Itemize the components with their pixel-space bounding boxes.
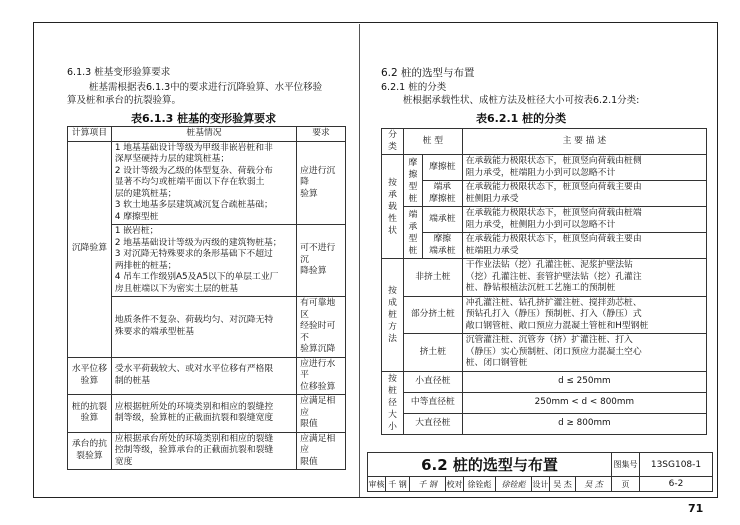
table-row <box>68 432 346 470</box>
cap-crack-cond <box>111 432 296 470</box>
cell-line: 沉管灌注桩、沉管夯（挤）扩灌注桩、打入 <box>465 335 633 345</box>
cap-crack-label <box>68 432 112 470</box>
sub-endbearing-label: 端承型桩 <box>403 207 422 259</box>
settlement-req-1 <box>297 141 346 225</box>
settlement-label: 沉降验算 <box>68 141 112 357</box>
left-intro-line2: 算及桩和承台的抗裂验算。 <box>67 95 182 106</box>
cell-line: 在承载能力极限状态下，桩顶竖向荷载主要由 <box>465 234 642 244</box>
group-bearing-label: 按承载性状 <box>382 155 404 259</box>
row9-desc: 250mm < d < 800mm <box>462 392 706 413</box>
cell-line: 可不进行沉 <box>300 243 336 265</box>
settlement-cond-2 <box>111 225 296 297</box>
header-description: 主 要 描 述 <box>462 129 706 155</box>
row7-desc <box>462 334 706 372</box>
page-number: 71 <box>688 502 704 515</box>
cell-line: 应满足相应 <box>300 396 336 418</box>
cell-line: 1 地基基础设计等级为甲级非嵌岩桩和非 <box>114 142 273 153</box>
left-intro-line1: 桩基需根据表6.1.3中的要求进行沉降验算、水平位移验 <box>89 82 323 93</box>
cell-line: 敞口钢管桩、敞口预应力混凝土管桩和H型钢桩 <box>465 320 649 331</box>
header-pile-condition: 桩基情况 <box>111 127 296 142</box>
sign-review-label: 审核 <box>368 477 386 492</box>
pile-crack-req <box>297 395 346 433</box>
row3-name: 端承桩 <box>422 207 462 233</box>
cell-line: 端承 <box>433 182 452 192</box>
cell-line: （静压）实心预制桩、闭口预应力混凝土空心 <box>465 346 642 357</box>
group-method-label: 按成桩方法 <box>382 259 404 372</box>
cell-line: 殊要求的端承型桩基 <box>114 326 195 337</box>
deformation-table <box>67 126 346 470</box>
row4-name <box>422 233 462 259</box>
cell-line: 宽度 <box>114 456 133 467</box>
settlement-cond-3 <box>111 297 296 358</box>
row5-desc <box>462 259 706 297</box>
cell-line: 两排桩的桩基； <box>114 260 177 271</box>
signature-reviewer: 千 钢 <box>410 477 446 492</box>
header-pile-type: 桩 型 <box>403 129 462 155</box>
row10-desc: d ≥ 800mm <box>462 413 706 434</box>
table-row <box>382 413 707 434</box>
left-section-heading: 6.1.3 桩基变形验算要求 <box>67 67 171 78</box>
table-row <box>382 334 707 372</box>
sign-check-label: 校对 <box>446 477 464 492</box>
header-requirement: 要求 <box>297 127 346 142</box>
table-row <box>382 207 707 233</box>
sub-friction-label: 摩擦型桩 <box>403 155 422 207</box>
row10-name: 大直径桩 <box>403 413 462 434</box>
cell-line: 显著不均匀或桩端平面以下存在软弱土 <box>114 177 265 187</box>
right-sub-heading: 6.2.1 桩的分类 <box>381 82 447 93</box>
table-row <box>382 296 707 334</box>
right-table-caption: 表6.2.1 桩的分类 <box>476 112 567 125</box>
cell-line: 3 对沉降无特殊要求的条形基础下不超过 <box>114 249 273 259</box>
cell-line: 摩擦桩 <box>429 193 456 204</box>
cell-line: 桩、静钻根植法沉桩工艺施工的预制桩 <box>465 283 616 293</box>
group-diameter-label: 按桩径大小 <box>382 371 404 434</box>
right-intro: 桩根据承载性状、成桩方法及桩径大小可按表6.2.1分类: <box>403 95 640 106</box>
cell-line: 验算 <box>300 188 318 199</box>
cell-line: 深厚坚硬持力层的建筑桩基； <box>114 154 230 164</box>
row8-desc: d ≤ 250mm <box>462 371 706 392</box>
cell-line: 3 软土地基多层建筑减沉复合疏桩基础； <box>114 200 273 210</box>
cell-line: 桩侧阻力承受 <box>465 193 519 204</box>
table-header-row <box>382 129 707 155</box>
cell-line: 2 设计等级为乙级的体型复杂、荷载分布 <box>114 165 273 176</box>
page-label: 页 <box>612 477 640 492</box>
cell-line: 预钻孔打入（静压）预制桩、打入（静压）式 <box>465 309 642 319</box>
cell-line: 制等级，验算桩的正截面抗裂和裂缝宽度 <box>114 413 274 424</box>
row9-name: 中等直径桩 <box>403 392 462 413</box>
sign-designer: 吴 杰 <box>550 477 576 492</box>
cell-line: 阻力承受，桩侧阻力小到可以忽略不计 <box>465 219 616 230</box>
cell-line: 限值 <box>300 456 318 467</box>
horizontal-cond <box>111 357 296 395</box>
cell-line: 4 摩擦型桩 <box>114 211 159 222</box>
title-block-title: 6.2 桩的选型与布置 <box>368 453 612 477</box>
atlas-number: 13SG108-1 <box>640 453 712 477</box>
cell-line: 控制等级，验算承台的正截面抗裂和裂缝 <box>114 445 274 455</box>
cell-line: 降验算 <box>300 266 327 277</box>
sign-reviewer: 千 钢 <box>386 477 410 492</box>
header-category: 分类 <box>382 129 404 155</box>
sign-design-label: 设计 <box>532 477 550 492</box>
cell-line: 层的建筑桩基； <box>114 188 177 199</box>
cell-line: 1 嵌岩桩； <box>114 226 159 236</box>
cell-line: 应根据承台所处的环境类别和相应的裂缝 <box>114 433 274 444</box>
cell-line: 裂验算 <box>76 450 103 461</box>
row8-name: 小直径桩 <box>403 371 462 392</box>
pile-classification-table <box>381 128 707 435</box>
horizontal-label <box>68 357 112 395</box>
cell-line: 端承桩 <box>429 245 456 256</box>
table-row <box>68 395 346 433</box>
cell-line: 承台的抗 <box>71 439 108 450</box>
cell-line: 在承载能力极限状态下，桩顶竖向荷载由桩侧 <box>465 156 642 166</box>
cap-crack-req <box>297 432 346 470</box>
table-row <box>382 259 707 297</box>
cell-line: 2 地基基础设计等级为丙级的建筑物桩基； <box>114 237 282 248</box>
table-header-row <box>68 127 346 142</box>
row1-desc <box>462 155 706 181</box>
cell-line: 桩、闭口钢管桩 <box>465 358 528 368</box>
settlement-req-3 <box>297 297 346 358</box>
cell-line: 阻力承受，桩端阻力小到可以忽略不计 <box>465 167 616 178</box>
cell-line: 验算沉降 <box>300 344 336 354</box>
horizontal-req <box>297 357 346 395</box>
cell-line: 应进行水平 <box>300 358 336 380</box>
cell-line: 制的桩基 <box>114 375 151 386</box>
cell-line: 桩端阻力承受 <box>465 245 519 256</box>
cell-line: 验算 <box>80 413 99 424</box>
cell-line: 限值 <box>300 419 318 429</box>
table-row <box>382 371 707 392</box>
cell-line: 4 吊车工作级别A5及A5以下的单层工业厂 <box>114 272 279 282</box>
table-row <box>382 155 707 181</box>
pile-crack-label <box>68 395 112 433</box>
cell-line: 验算 <box>80 375 99 386</box>
cell-line: 摩擦 <box>433 234 452 244</box>
page-value: 6-2 <box>668 479 684 489</box>
cell-line: 水平位移 <box>71 364 108 375</box>
cell-line: 位移验算 <box>300 381 336 392</box>
title-block <box>367 452 713 492</box>
column-divider <box>359 24 360 497</box>
cell-line: 在承载能力极限状态下，桩顶竖向荷载由桩端 <box>465 208 642 218</box>
cell-line: 应满足相应 <box>300 433 336 455</box>
settlement-cond-1 <box>111 141 296 225</box>
left-table-caption: 表6.1.3 桩基的变形验算要求 <box>131 112 277 125</box>
row7-name: 挤土桩 <box>403 334 462 372</box>
row1-name: 摩擦桩 <box>422 155 462 181</box>
signature-checker: 徐铨彪 <box>496 477 532 492</box>
cell-line: 冲孔灌注桩、钻孔挤扩灌注桩、搅拌劲芯桩、 <box>465 297 642 308</box>
table-row <box>382 392 707 413</box>
cell-line: 干作业法钻（挖）孔灌注桩、泥浆护壁法钻 <box>465 260 633 270</box>
cell-line: （挖）孔灌注桩、套管护壁法钻（挖）孔灌注 <box>465 271 642 282</box>
signature-designer: 吴 杰 <box>576 477 612 492</box>
cell-line: 在承载能力极限状态下，桩顶竖向荷载主要由 <box>465 182 642 192</box>
cell-line: 应根据桩所处的环境类别和相应的裂缝控 <box>114 401 274 412</box>
settlement-req-2 <box>297 225 346 297</box>
table-row <box>68 357 346 395</box>
right-section-heading: 6.2 桩的选型与布置 <box>381 67 475 79</box>
row3-desc <box>462 207 706 233</box>
cell-line: 经验时可不 <box>300 321 336 343</box>
table-row <box>382 181 707 207</box>
table-row <box>382 233 707 259</box>
header-calc-item: 计算项目 <box>68 127 112 142</box>
cell-line: 房且桩端以下为密实土层的桩基 <box>114 283 239 294</box>
cell-line: 桩的抗裂 <box>71 401 108 412</box>
row6-name: 部分挤土桩 <box>403 296 462 334</box>
cell-line: 有可靠地区 <box>300 298 336 320</box>
row5-name: 非挤土桩 <box>403 259 462 297</box>
row6-desc <box>462 296 706 334</box>
cell-line: 应进行沉降 <box>300 165 336 187</box>
sign-checker: 徐铨彪 <box>464 477 496 492</box>
table-row <box>68 141 346 225</box>
row4-desc <box>462 233 706 259</box>
row2-name <box>422 181 462 207</box>
cell-line: 受水平荷载较大、或对水平位移有严格限 <box>114 364 274 375</box>
pile-crack-cond <box>111 395 296 433</box>
atlas-label: 图集号 <box>612 453 640 477</box>
row2-desc <box>462 181 706 207</box>
cell-line: 地质条件不复杂、荷载均匀、对沉降无特 <box>114 315 274 326</box>
